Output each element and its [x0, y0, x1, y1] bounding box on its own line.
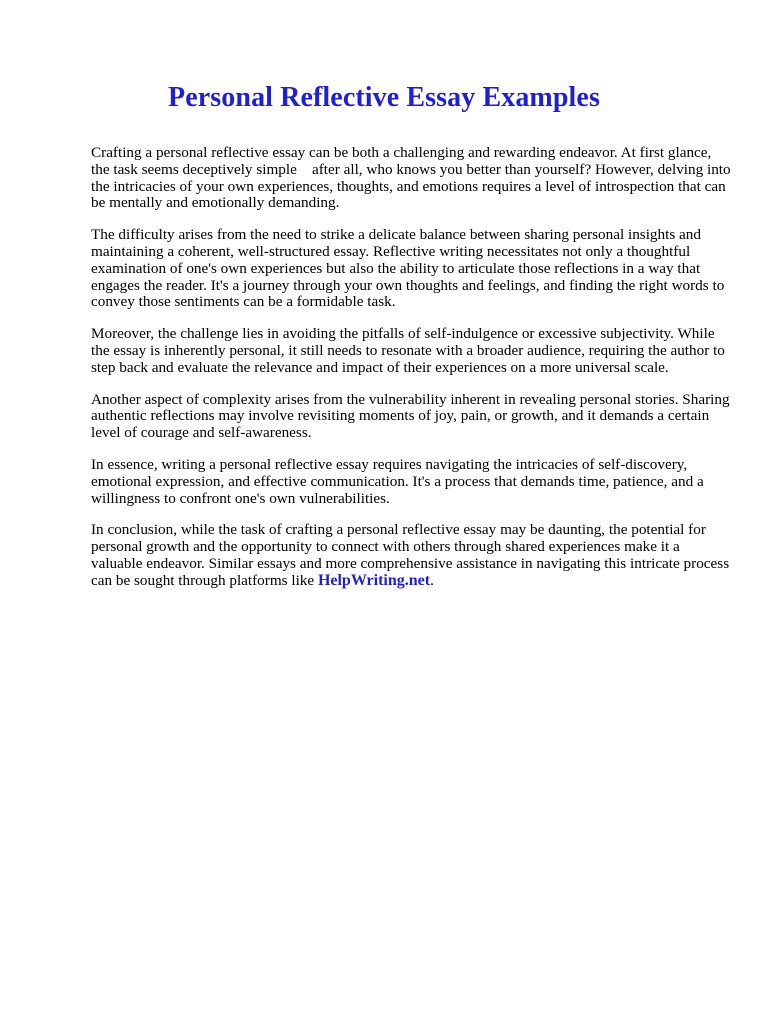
paragraph-4: Another aspect of complexity arises from the vulnerability inherent in revealing personal stories. Sharing authentic reflections may involve revisiting moments of joy, pain, or growth, and it demands a certain level of courage and self-awareness.	[91, 390, 730, 442]
conclusion-text: In conclusion, while the task of crafting a personal reflective essay may be daunting, the potential for personal growth and the opportunity to connect with others through shared experiences make it a valuable endeavor. Similar essays and more comprehensive assistance in navigating this intricate process can be sought through platforms like	[91, 521, 730, 589]
paragraph-2: The difficulty arises from the need to strike a delicate balance between sharing personal insights and maintaining a coherent, well-structured essay. Reflective writing necessitates not only a thoughtful examination of one's own experiences but also the ability to articulate those reflections in a way that engages the reader. It's a journey through your own thoughts and feelings, and finding the right words to convey those sentiments can be a formidable task.	[91, 226, 725, 311]
conclusion-end: .	[430, 571, 434, 589]
essay-body	[91, 145, 731, 605]
paragraph-1: Crafting a personal reflective essay can be both a challenging and rewarding endeavor. At first glance, the task seems deceptively simple after all, who knows you better than yourself? However, delving into the intricacies of your own experiences, thoughts, and emotions requires a level of introspection that can be mentally and emotionally demanding.	[91, 144, 731, 212]
helpwriting-link[interactable]: HelpWriting.net	[317, 571, 431, 589]
paragraph-3: Moreover, the challenge lies in avoiding the pitfalls of self-indulgence or excessive subjectivity. While the essay is inherently personal, it still needs to resonate with a broader audience, requiring the author to step back and evaluate the relevance and impact of their experiences on a more universal scale.	[91, 325, 725, 376]
paragraph-conclusion	[91, 522, 731, 589]
page-title: Personal Reflective Essay Examples	[168, 82, 600, 113]
paragraph-5: In essence, writing a personal reflective essay requires navigating the intricacies of self-discovery, emotional expression, and effective communication. It's a process that demands time, patience, and a willingness to confront one's own vulnerabilities.	[91, 455, 704, 507]
